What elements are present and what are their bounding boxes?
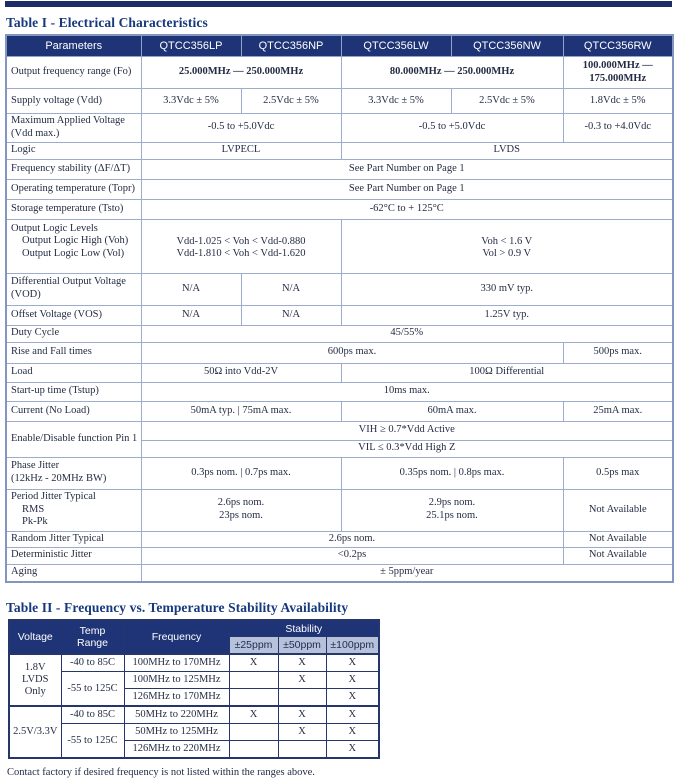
column-header-voltage: Voltage: [9, 620, 61, 654]
cell-temp: -55 to 125C: [61, 672, 124, 707]
cell-voltage-25v-33v: [9, 706, 61, 758]
cell-pjitter-rw: 0.5ps max: [563, 457, 673, 489]
table1-header-row: [6, 35, 673, 57]
row-label-output-frequency: Output frequency range (Fo): [6, 57, 141, 89]
row-label-frequency-stability: Frequency stability (ΔF/ΔT): [6, 159, 141, 179]
row-label-current-no-load: Current (No Load): [6, 401, 141, 421]
cell-vod-np: N/A: [241, 273, 341, 305]
cell-mark-50: [278, 689, 326, 707]
cell-oll-lvpecl: [141, 219, 341, 273]
column-header-qtcc356lp: QTCC356LP: [141, 35, 241, 57]
cell-mark-50: [278, 741, 326, 759]
row-label-storage-temperature: Storage temperature (Tsto): [6, 199, 141, 219]
cell-load-lvds: 100Ω Differential: [341, 363, 673, 382]
cell-fo-lw-nw: 80.000MHz — 250.000MHz: [341, 57, 563, 89]
cell-vddmax-rw: -0.3 to +4.0Vdc: [563, 114, 673, 143]
table-row-differential-output-voltage: [6, 273, 673, 305]
row-label-load: Load: [6, 363, 141, 382]
row-label-output-logic-levels: [6, 219, 141, 273]
row-label-supply-voltage: Supply voltage (Vdd): [6, 89, 141, 114]
cell-freq: 100MHz to 170MHz: [124, 654, 229, 672]
cell-vdd-lp: 3.3Vdc ± 5%: [141, 89, 241, 114]
table2-title: Table II - Frequency vs. Temperature Stability Availability: [6, 600, 349, 616]
table-row-duty-cycle: [6, 325, 673, 342]
perjitter-rms-lvpecl: 2.6ps nom.: [217, 497, 265, 509]
table-row-18v-r2: [9, 672, 379, 689]
row-label-period-jitter: [6, 489, 141, 531]
cell-fo-rw: 100.000MHz — 175.000MHz: [563, 57, 673, 89]
row-label-startup-time: Start-up time (Tstup): [6, 382, 141, 401]
cell-mark-100: X: [326, 689, 379, 707]
cell-detj-main: <0.2ps: [141, 547, 563, 564]
cell-duty-value: 45/55%: [141, 325, 673, 342]
row-label-offset-voltage: Offset Voltage (VOS): [6, 305, 141, 325]
cell-mark-50: X: [278, 654, 326, 672]
column-header-50ppm: ±50ppm: [278, 637, 326, 655]
perjitter-pkpk-lvpecl: 23ps nom.: [219, 510, 263, 522]
phase-jitter-label-line2: (12kHz - 20MHz BW): [11, 473, 107, 485]
table-row-rise-fall-times: [6, 342, 673, 363]
table-row-random-jitter: [6, 531, 673, 547]
table-row-load: [6, 363, 673, 382]
cell-vdd-np: 2.5Vdc ± 5%: [241, 89, 341, 114]
cell-aging-value: ± 5ppm/year: [141, 564, 673, 582]
row-label-aging: Aging: [6, 564, 141, 582]
cell-fstab-value: See Part Number on Page 1: [141, 159, 673, 179]
table-row-aging: [6, 564, 673, 582]
top-accent-bar: [5, 1, 672, 7]
column-header-qtcc356np: QTCC356NP: [241, 35, 341, 57]
cell-temp: -40 to 85C: [61, 706, 124, 724]
cell-mark-100: X: [326, 706, 379, 724]
cell-mark-100: X: [326, 654, 379, 672]
cell-mark-25: [229, 741, 278, 759]
oll-voh-lvpecl: Vdd-1.025 < Voh < Vdd-0.880: [176, 235, 306, 247]
column-header-100ppm: ±100ppm: [326, 637, 379, 655]
cell-vod-lvds: 330 mV typ.: [341, 273, 673, 305]
row-label-phase-jitter: [6, 457, 141, 489]
row-label-duty-cycle: Duty Cycle: [6, 325, 141, 342]
cell-mark-50: X: [278, 672, 326, 689]
cell-mark-25: [229, 689, 278, 707]
cell-vos-lvds: 1.25V typ.: [341, 305, 673, 325]
cell-mark-25: [229, 724, 278, 741]
column-header-temp-range: Temp Range: [61, 620, 124, 654]
cell-vddmax-lp-np: -0.5 to +5.0Vdc: [141, 114, 341, 143]
period-jitter-label-line1: Period Jitter Typical: [11, 490, 96, 502]
cell-randj-rw: Not Available: [563, 531, 673, 547]
cell-vdd-lw: 3.3Vdc ± 5%: [341, 89, 451, 114]
cell-mark-100: X: [326, 741, 379, 759]
period-jitter-label-rms: RMS: [22, 503, 45, 515]
table-row-enable-disable-vih: [6, 421, 673, 440]
period-jitter-label-pkpk: Pk-Pk: [22, 516, 48, 528]
perjitter-pkpk-lvds: 25.1ps nom.: [426, 510, 478, 522]
cell-freq: 126MHz to 220MHz: [124, 741, 229, 759]
cell-freq: 100MHz to 125MHz: [124, 672, 229, 689]
phase-jitter-label-line1: Phase Jitter: [11, 460, 60, 472]
electrical-characteristics-table: [5, 34, 674, 583]
column-header-frequency: Frequency: [124, 620, 229, 654]
cell-logic-lvpecl: LVPECL: [141, 142, 341, 159]
cell-freq: 50MHz to 220MHz: [124, 706, 229, 724]
cell-vddmax-lw-nw: -0.5 to +5.0Vdc: [341, 114, 563, 143]
cell-temp: -55 to 125C: [61, 724, 124, 759]
footer-note: Contact factory if desired frequency is not listed within the ranges above.: [7, 767, 315, 778]
row-label-random-jitter: Random Jitter Typical: [6, 531, 141, 547]
voltage-18v-line1: 1.8V: [24, 662, 46, 673]
frequency-stability-table: [8, 619, 380, 759]
table-row-max-applied-voltage: [6, 114, 673, 143]
cell-detj-rw: Not Available: [563, 547, 673, 564]
cell-vod-lp: N/A: [141, 273, 241, 305]
cell-freq: 50MHz to 125MHz: [124, 724, 229, 741]
oll-voh-lvds: Voh < 1.6 V: [481, 235, 533, 247]
cell-perjitter-lp-np: [141, 489, 341, 531]
cell-mark-50: X: [278, 706, 326, 724]
column-header-qtcc356rw: QTCC356RW: [563, 35, 673, 57]
cell-current-rw: 25mA max.: [563, 401, 673, 421]
cell-mark-50: X: [278, 724, 326, 741]
row-label-logic: Logic: [6, 142, 141, 159]
cell-oll-lvds: [341, 219, 673, 273]
table2-header-row1: [9, 620, 379, 637]
row-label-operating-temperature: Operating temperature (Topr): [6, 179, 141, 199]
table-row-output-logic-levels: [6, 219, 673, 273]
table-row-18v-r1: [9, 654, 379, 672]
cell-vos-lp: N/A: [141, 305, 241, 325]
row-label-max-applied-voltage: Maximum Applied Voltage (Vdd max.): [6, 114, 141, 143]
cell-mark-100: X: [326, 724, 379, 741]
cell-pjitter-lw-nw: 0.35ps nom. | 0.8ps max.: [341, 457, 563, 489]
oll-vol-lvds: Vol > 0.9 V: [482, 248, 532, 260]
cell-mark-25: X: [229, 706, 278, 724]
voltage-18v-line2: LVDS Only: [22, 674, 49, 698]
table-row-offset-voltage: [6, 305, 673, 325]
table1-title: Table I - Electrical Characteristics: [6, 15, 208, 30]
table-row-period-jitter: [6, 489, 673, 531]
cell-rise-rw: 500ps max.: [563, 342, 673, 363]
cell-perjitter-rw: Not Available: [563, 489, 673, 531]
column-header-qtcc356lw: QTCC356LW: [341, 35, 451, 57]
cell-vos-np: N/A: [241, 305, 341, 325]
row-label-enable-disable: Enable/Disable function Pin 1: [6, 421, 141, 457]
datasheet-page: [0, 1, 677, 778]
cell-mark-25: X: [229, 654, 278, 672]
cell-randj-main: 2.6ps nom.: [141, 531, 563, 547]
table-row-25v-r1: [9, 706, 379, 724]
cell-current-lw-nw: 60mA max.: [341, 401, 563, 421]
column-header-25ppm: ±25ppm: [229, 637, 278, 655]
cell-perjitter-lw-nw: [341, 489, 563, 531]
table-row-phase-jitter: [6, 457, 673, 489]
table-row-startup-time: [6, 382, 673, 401]
cell-topr-value: See Part Number on Page 1: [141, 179, 673, 199]
cell-current-lp-np: 50mA typ. | 75mA max.: [141, 401, 341, 421]
column-header-qtcc356nw: QTCC356NW: [451, 35, 563, 57]
table-row-deterministic-jitter: [6, 547, 673, 564]
cell-pjitter-lp-np: 0.3ps nom. | 0.7ps max.: [141, 457, 341, 489]
table-row-operating-temperature: [6, 179, 673, 199]
oll-label-line3: Output Logic Low (Vol): [22, 248, 125, 260]
perjitter-rms-lvds: 2.9ps nom.: [428, 497, 476, 509]
row-label-deterministic-jitter: Deterministic Jitter: [6, 547, 141, 564]
table-row-logic: [6, 142, 673, 159]
cell-logic-lvds: LVDS: [341, 142, 673, 159]
table-row-storage-temperature: [6, 199, 673, 219]
oll-vol-lvpecl: Vdd-1.810 < Voh < Vdd-1.620: [176, 248, 306, 260]
cell-load-lvpecl: 50Ω into Vdd-2V: [141, 363, 341, 382]
column-header-parameters: Parameters: [6, 35, 141, 57]
cell-rise-main: 600ps max.: [141, 342, 563, 363]
cell-voltage-18v: [9, 654, 61, 706]
voltage-25v-33v-line1: 2.5V/3.3V: [13, 726, 58, 738]
cell-freq: 126MHz to 170MHz: [124, 689, 229, 707]
cell-temp: -40 to 85C: [61, 654, 124, 672]
row-label-differential-output-voltage: Differential Output Voltage (VOD): [6, 273, 141, 305]
row-label-rise-fall-times: Rise and Fall times: [6, 342, 141, 363]
cell-enable-vil: VIL ≤ 0.3*Vdd High Z: [141, 440, 673, 457]
table-row-frequency-stability: [6, 159, 673, 179]
cell-mark-100: X: [326, 672, 379, 689]
table-row-current-no-load: [6, 401, 673, 421]
cell-vdd-rw: 1.8Vdc ± 5%: [563, 89, 673, 114]
column-header-stability: Stability: [229, 620, 379, 637]
cell-fo-lp-np: 25.000MHz — 250.000MHz: [141, 57, 341, 89]
oll-label-line1: Output Logic Levels: [11, 222, 98, 234]
table-row-25v-r2: [9, 724, 379, 741]
cell-tsto-value: -62°C to + 125°C: [141, 199, 673, 219]
cell-vdd-nw: 2.5Vdc ± 5%: [451, 89, 563, 114]
cell-enable-vih: VIH ≥ 0.7*Vdd Active: [141, 421, 673, 440]
table-row-output-frequency: [6, 57, 673, 89]
table-row-supply-voltage: [6, 89, 673, 114]
oll-label-line2: Output Logic High (Voh): [22, 235, 129, 247]
cell-mark-25: [229, 672, 278, 689]
cell-tstup-value: 10ms max.: [141, 382, 673, 401]
